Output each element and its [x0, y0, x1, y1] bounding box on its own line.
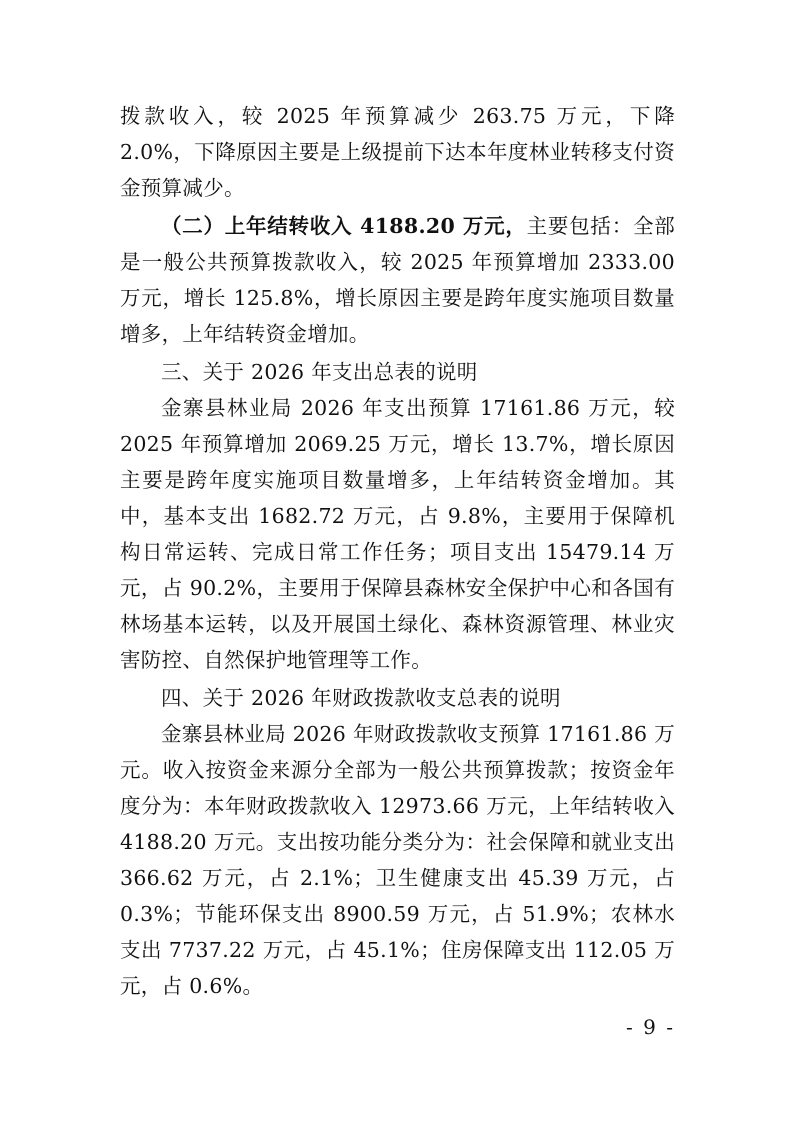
section-heading-expenditure: 三、关于 2026 年支出总表的说明	[161, 360, 478, 384]
carryover-income-label: （二）上年结转收入 4188.20 万元，	[161, 214, 527, 238]
paragraph-expenditure: 金寨县林业局 2026 年支出预算 17161.86 万元，较 2025 年预算增加 2069.25 万元，增长 13.7%，增长原因主要是跨年度实施项目数量增多，上年结转资金增加。其中，基本支出 1682.72 万元，占 9.8%，主要用于保障机构日常运转、完成日常工作任务；项目支出 15479.14 万元，占 90.2%，主要用于保障县森林安全保护中心和各国有林场基本运转，以及开展国土绿化、森林资源管理、林业灾害防控、自然保护地管理等工作。	[120, 396, 675, 672]
carryover-income-body: 主要包括：全部是一般公共预算拨款收入，较 2025 年预算增加 2333.00 万元，增长 125.8%，增长原因主要是跨年度实施项目数量增多，上年结转资金增加。	[120, 214, 675, 346]
document-body	[120, 98, 675, 1006]
paragraph-continuation: 拨款收入，较 2025 年预算减少 263.75 万元，下降 2.0%，下降原因主要是上级提前下达本年度林业转移支付资金预算减少。	[120, 104, 675, 200]
paragraph-fiscal: 金寨县林业局 2026 年财政拨款收支预算 17161.86 万元。收入按资金来源分全部为一般公共预算拨款；按资金年度分为：本年财政拨款收入 12973.66 万元，上年结转收入 4188.20 万元。支出按功能分类分为：社会保障和就业支出 366.62 万元，占 2.1%；卫生健康支出 45.39 万元，占 0.3%；节能环保支出 8900.59 万元，占 51.9%；农林水支出 7737.22 万元，占 45.1%；住房保障支出 112.05 万元，占 0.6%。	[120, 722, 675, 998]
page-number: - 9 -	[626, 1015, 675, 1039]
paragraph-carryover-income	[120, 208, 675, 352]
section-heading-fiscal: 四、关于 2026 年财政拨款收支总表的说明	[161, 686, 561, 710]
